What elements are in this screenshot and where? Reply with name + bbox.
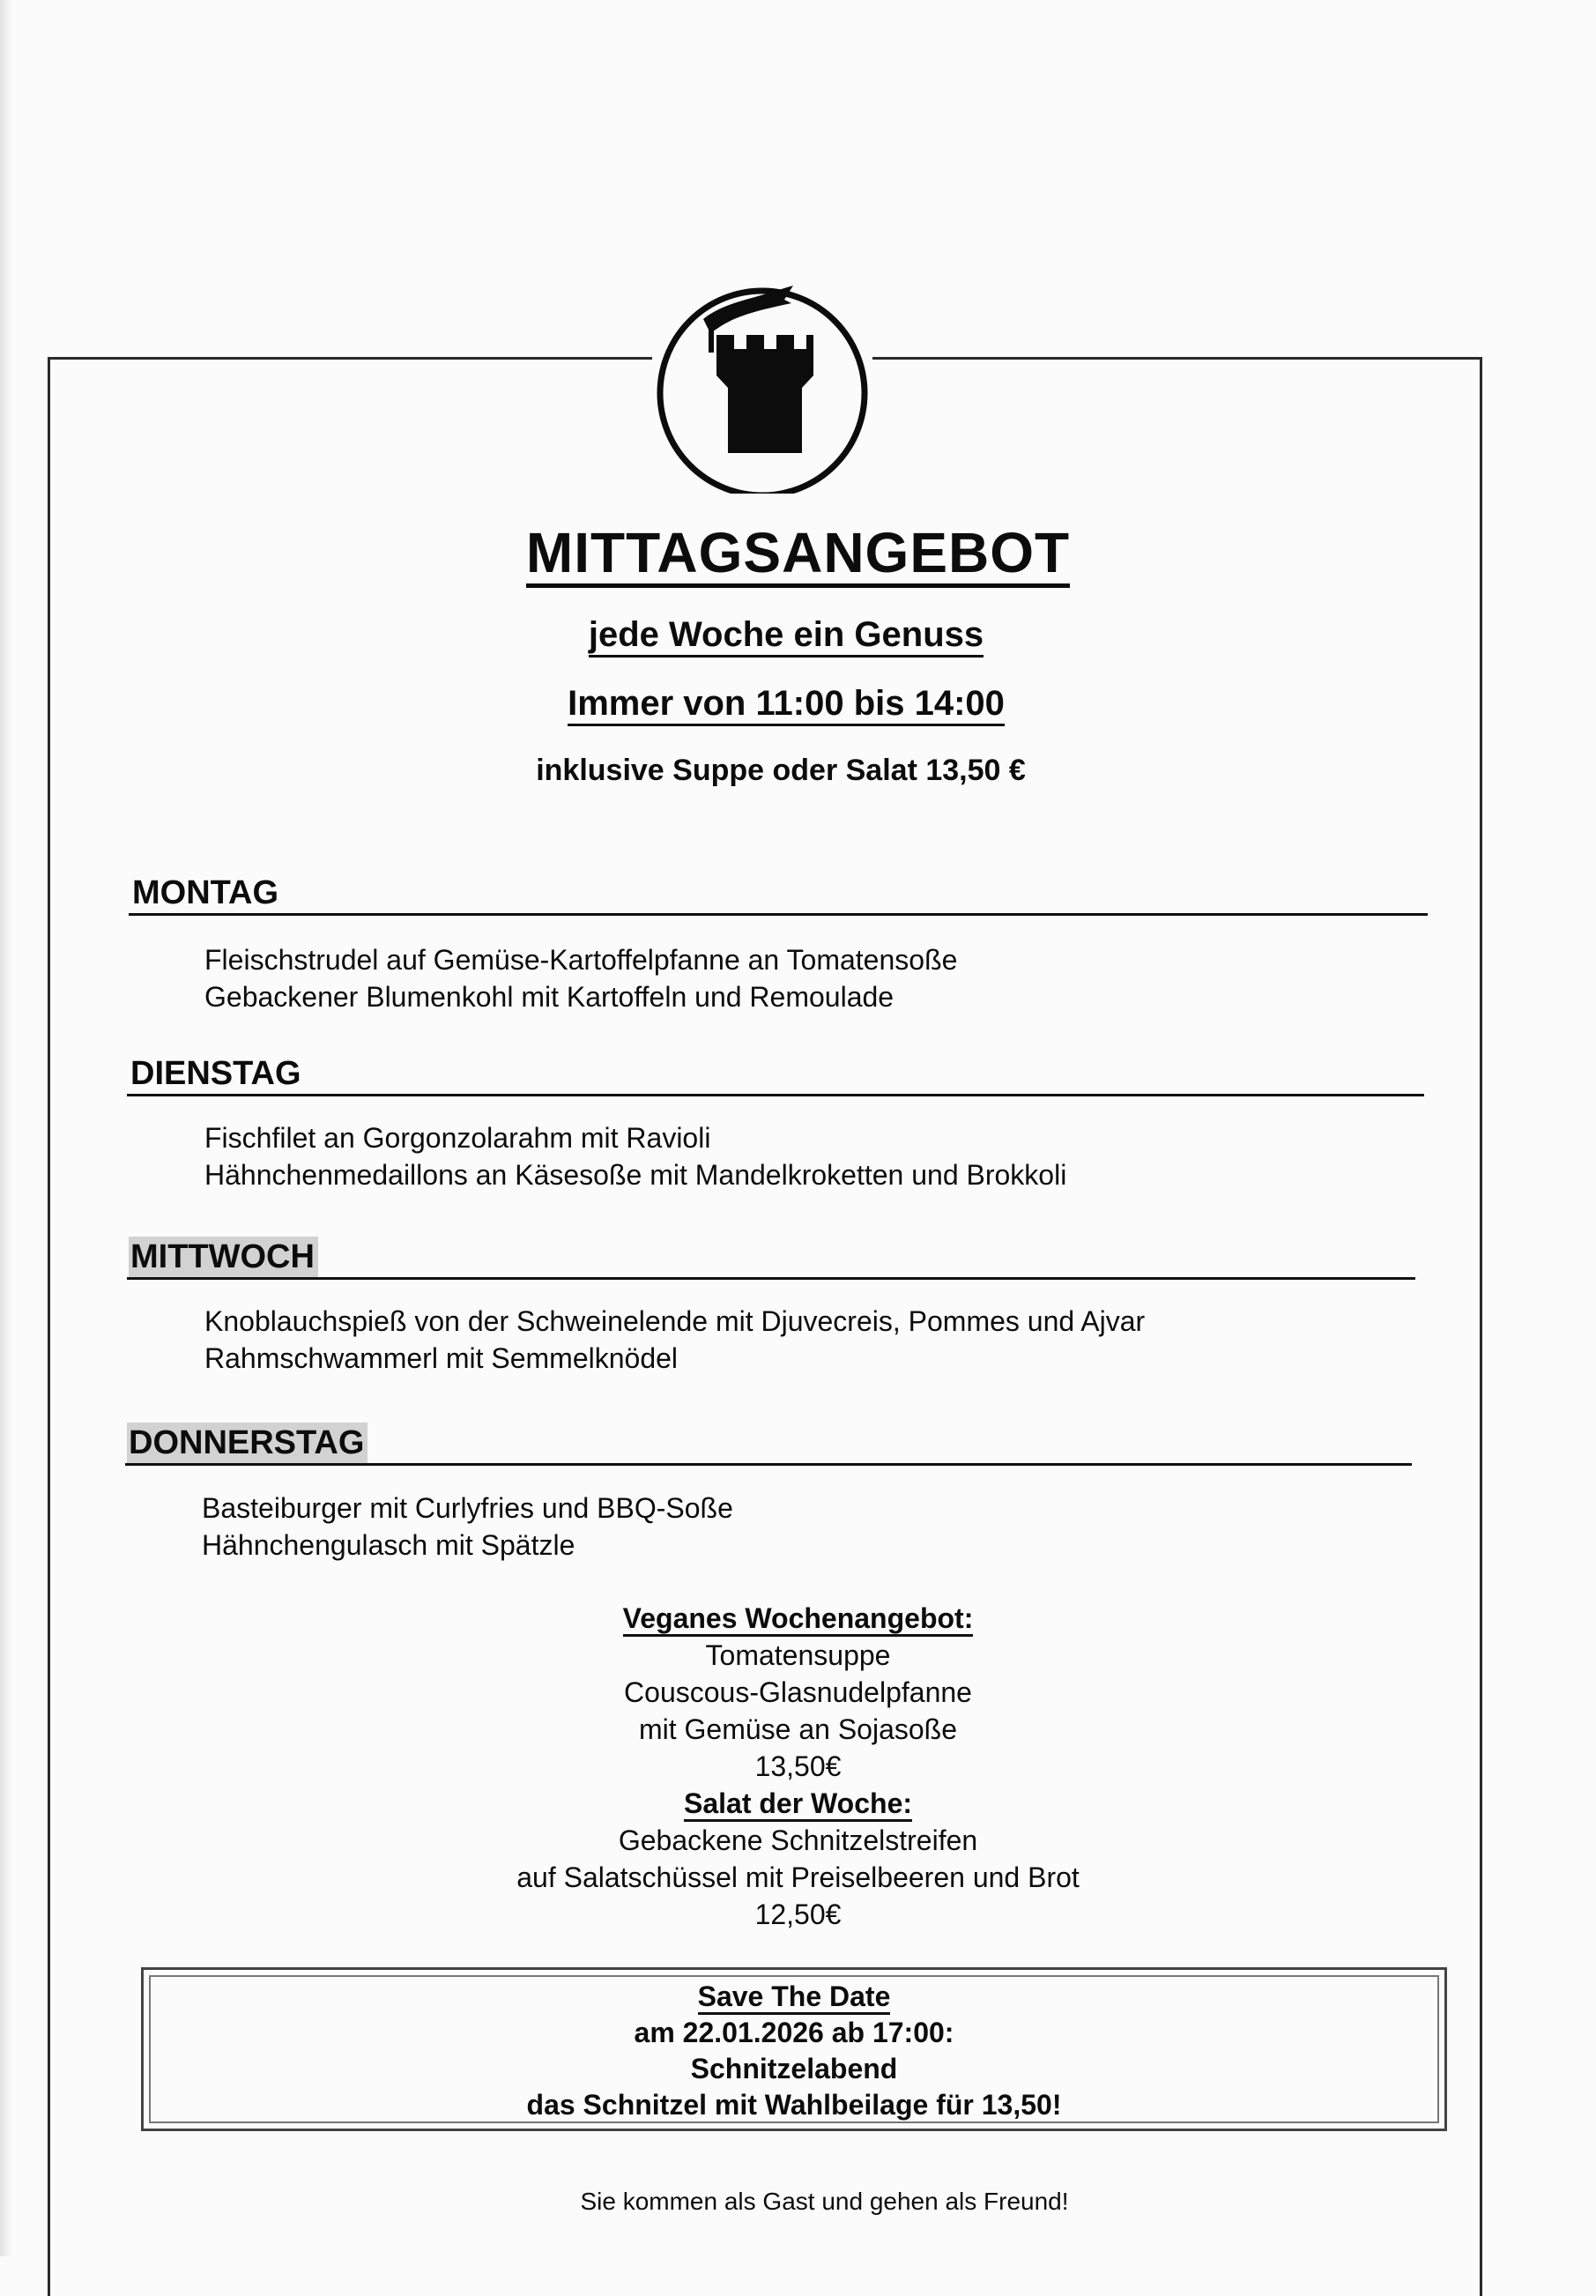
weekly-specials xyxy=(0,1600,1596,1933)
salad-line: auf Salatschüssel mit Preiselbeeren und Brot xyxy=(516,1861,1080,1893)
castle-tower-logo xyxy=(652,264,872,494)
day-label: DONNERSTAG xyxy=(127,1423,367,1463)
event-heading-text: Save The Date xyxy=(698,1980,891,2015)
vegan-line: Tomatensuppe xyxy=(705,1639,891,1671)
day-heading-dienstag xyxy=(127,1053,1424,1096)
title-text: MITTAGSANGEBOT xyxy=(526,524,1070,588)
vegan-heading-text: Veganes Wochenangebot: xyxy=(623,1602,974,1637)
day-label: MITTWOCH xyxy=(129,1237,318,1277)
save-the-date-box xyxy=(141,1967,1447,2131)
salad-price: 12,50€ xyxy=(754,1898,842,1930)
dish-item: Gebackener Blumenkohl mit Kartoffeln und Remoulade xyxy=(204,981,895,1013)
salad-line: Gebackene Schnitzelstreifen xyxy=(618,1824,978,1856)
dish-item: Rahmschwammerl mit Semmelknödel xyxy=(204,1342,679,1374)
event-heading xyxy=(144,1979,1444,2015)
dish-item: Hähnchenmedaillons an Käsesoße mit Mandelkroketten und Brokkoli xyxy=(204,1159,1067,1191)
event-title: Schnitzelabend xyxy=(690,2053,898,2084)
vegan-line: mit Gemüse an Sojasoße xyxy=(638,1713,958,1745)
opening-hours xyxy=(0,684,1572,724)
included-price: inklusive Suppe oder Salat 13,50 € xyxy=(536,754,1026,787)
day-heading-montag xyxy=(129,873,1428,916)
vegan-price: 13,50€ xyxy=(754,1750,842,1782)
event-date: am 22.01.2026 ab 17:00: xyxy=(634,2017,954,2048)
tagline-text: jede Woche ein Genuss xyxy=(589,615,984,658)
opening-hours-text: Immer von 11:00 bis 14:00 xyxy=(568,684,1005,726)
salad-heading xyxy=(0,1785,1596,1822)
footer-slogan: Sie kommen als Gast und gehen als Freund! xyxy=(580,2188,1069,2215)
day-heading-donnerstag xyxy=(125,1423,1412,1466)
day-heading-mittwoch xyxy=(127,1237,1415,1280)
dish-item: Fleischstrudel auf Gemüse-Kartoffelpfanne an Tomatensoße xyxy=(204,944,958,976)
vegan-heading xyxy=(0,1600,1596,1637)
dish-item: Hähnchengulasch mit Spätzle xyxy=(202,1529,575,1561)
event-offer: das Schnitzel mit Wahlbeilage für 13,50! xyxy=(526,2089,1062,2121)
tagline xyxy=(0,615,1572,655)
save-the-date-text xyxy=(144,1979,1444,2123)
day-label: MONTAG xyxy=(132,874,279,911)
dish-item: Knoblauchspieß von der Schweinelende mit Djuvecreis, Pommes und Ajvar xyxy=(204,1305,1146,1337)
dish-item: Fischfilet an Gorgonzolarahm mit Ravioli xyxy=(204,1122,711,1154)
vegan-line: Couscous-Glasnudelpfanne xyxy=(624,1676,972,1708)
dish-item: Basteiburger mit Curlyfries und BBQ-Soße xyxy=(202,1492,733,1524)
castle-tower-icon xyxy=(652,264,872,494)
page-title xyxy=(0,520,1596,588)
day-label: DIENSTAG xyxy=(130,1055,301,1092)
salad-heading-text: Salat der Woche: xyxy=(684,1787,912,1822)
